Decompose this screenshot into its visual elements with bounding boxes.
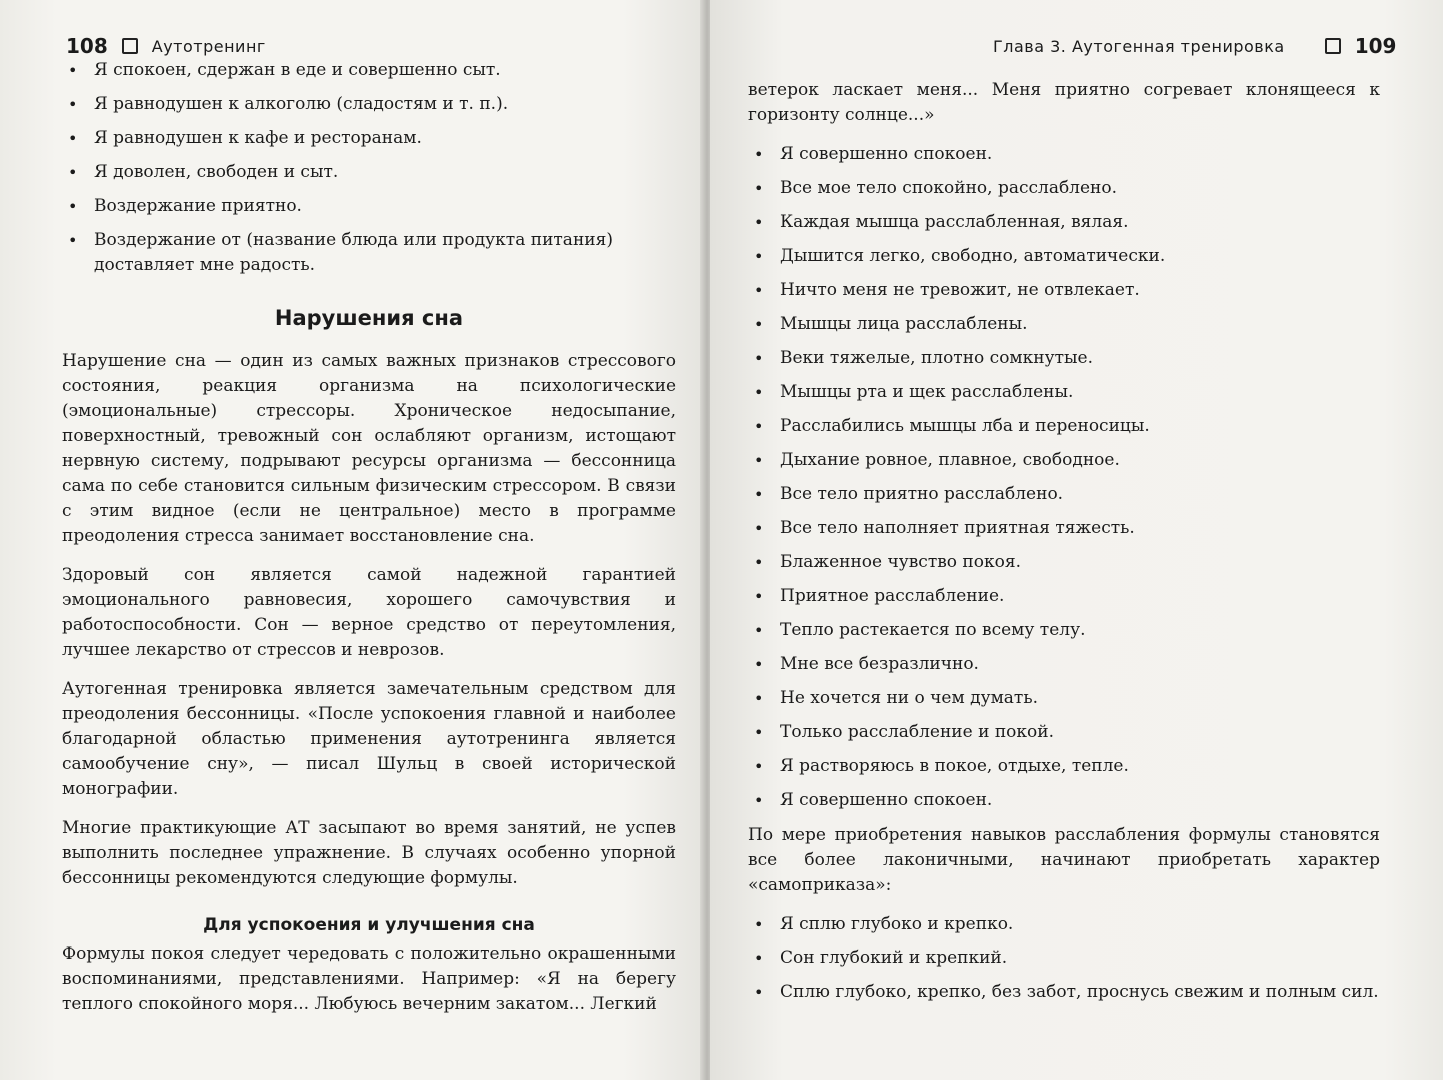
list-item: • Сон глубокий и крепкий. [748,946,1380,971]
bullet-icon: • [754,949,764,968]
list-item: • Веки тяжелые, плотно сомкнутые. [748,346,1380,371]
bullet-icon: • [754,621,764,640]
list-item: • Только расслабление и покой. [748,720,1380,745]
left-running-title: Аутотренинг [151,36,266,56]
list-item: • Приятное расслабление. [748,584,1380,609]
bullet-icon: • [754,791,764,810]
list-item: • Мне все безразлично. [748,652,1380,677]
list-item: • Блаженное чувство покоя. [748,550,1380,575]
list-item: • Все мое тело спокойно, расслаблено. [748,176,1380,201]
list-item: • Дыхание ровное, плавное, свободное. [748,448,1380,473]
square-ornament-icon [122,38,138,54]
right-running-head [993,34,1396,58]
subheading: Для успокоения и улучшения сна [203,915,535,935]
bullet-icon: • [754,145,764,164]
list-item: • Я растворяюсь в покое, отдыхе, тепле. [748,754,1380,779]
right-running-title: Глава 3. Аутогенная тренировка [993,36,1285,56]
paragraph: По мере приобретения навыков расслабления формулы становятся все более лаконичными, начинают приобретать характер «самоприказа»: [748,825,1380,895]
right-bottom-bullet-list [748,912,1380,1005]
list-item: • Я равнодушен к алкоголю (сладостям и т. п.). [62,92,676,117]
paragraph: Многие практикующие АТ засыпают во время занятий, не успев выполнить последнее упражнение. В случаях особенно упорной бессонницы рекомендуются следующие формулы. [62,818,676,888]
paragraph: Аутогенная тренировка является замечательным средством для преодоления бессонницы. «После успокоения главной и наиболее благодарной областью применения аутотренинга является самообучение сну», — писал Шульц в своей исторической монографии. [62,679,676,799]
bullet-icon: • [754,383,764,402]
list-item: • Расслабились мышцы лба и переносицы. [748,414,1380,439]
bullet-icon: • [754,281,764,300]
bullet-icon: • [68,129,78,148]
bullet-icon: • [754,689,764,708]
list-item: • Я спокоен, сдержан в еде и совершенно сыт. [62,58,676,83]
left-bullet-list [62,58,676,278]
list-item: • Не хочется ни о чем думать. [748,686,1380,711]
list-item: • Каждая мышца расслабленная, вялая. [748,210,1380,235]
list-item: • Мышцы рта и щек расслаблены. [748,380,1380,405]
bullet-icon: • [754,553,764,572]
bullet-icon: • [68,95,78,114]
paragraph: Формулы покоя следует чередовать с положительно окрашенными воспоминаниями, представлениями. Например: «Я на берегу теплого спокойного моря... Любуюсь вечерним закатом... Легкий [62,944,676,1014]
list-item: • Сплю глубоко, крепко, без забот, проснусь свежим и полным сил. [748,980,1380,1005]
list-item: • Я доволен, свободен и сыт. [62,160,676,185]
list-item: • Ничто меня не тревожит, не отвлекает. [748,278,1380,303]
paragraph: Нарушение сна — один из самых важных признаков стрессового состояния, реакция организма на психологические (эмоциональные) стрессоры. Хроническое недосыпание, поверхностный, тревожный сон ослабляют организм, истощают нервную систему, подрывают ресурсы организма — бессонница сама по себе становится сильным физическим стрессором. В связи с этим видное (если не центральное) место в программе преодоления стресса занимает восстановление сна. [62,351,676,546]
bullet-icon: • [754,485,764,504]
list-item: • Я сплю глубоко и крепко. [748,912,1380,937]
list-item: • Я совершенно спокоен. [748,788,1380,813]
right-page-number: 109 [1354,34,1397,58]
list-item: • Воздержание приятно. [62,194,676,219]
bullet-icon: • [754,723,764,742]
left-page-content [62,58,676,1031]
left-page-number: 108 [66,34,108,58]
list-item: • Я равнодушен к кафе и ресторанам. [62,126,676,151]
list-item: • Тепло растекается по всему телу. [748,618,1380,643]
left-page [0,0,708,1080]
right-page [710,0,1443,1080]
right-page-content [748,78,1380,1014]
bullet-icon: • [754,915,764,934]
list-item: • Я совершенно спокоен. [748,142,1380,167]
left-running-head [66,34,266,58]
bullet-icon: • [754,349,764,368]
bullet-icon: • [754,451,764,470]
bullet-icon: • [754,213,764,232]
right-bullet-list [748,142,1380,813]
bullet-icon: • [68,61,78,80]
list-item: • Воздержание от (название блюда или продукта питания) доставляет мне радость. [68,230,613,275]
list-item: • Все тело наполняет приятная тяжесть. [748,516,1380,541]
bullet-icon: • [754,587,764,606]
paragraph: Здоровый сон является самой надежной гарантией эмоционального равновесия, хорошего самочувствия и работоспособности. Сон — верное средство от переутомления, лучшее лекарство от стрессов и неврозов. [62,565,676,660]
bullet-icon: • [68,163,78,182]
bullet-icon: • [754,179,764,198]
bullet-icon: • [754,757,764,776]
list-item: • Мышцы лица расслаблены. [748,312,1380,337]
bullet-icon: • [754,655,764,674]
bullet-icon: • [754,247,764,266]
bullet-icon: • [754,519,764,538]
bullet-icon: • [754,315,764,334]
list-item: • Дышится легко, свободно, автоматически. [748,244,1380,269]
bullet-icon: • [68,231,78,250]
bullet-icon: • [754,417,764,436]
square-ornament-icon [1325,38,1341,54]
section-heading: Нарушения сна [274,306,464,330]
bullet-icon: • [68,197,78,216]
list-item: • Все тело приятно расслаблено. [748,482,1380,507]
bullet-icon: • [754,983,764,1002]
continuation-text: ветерок ласкает меня... Меня приятно согревает клонящееся к горизонту солнце...» [748,80,1380,125]
